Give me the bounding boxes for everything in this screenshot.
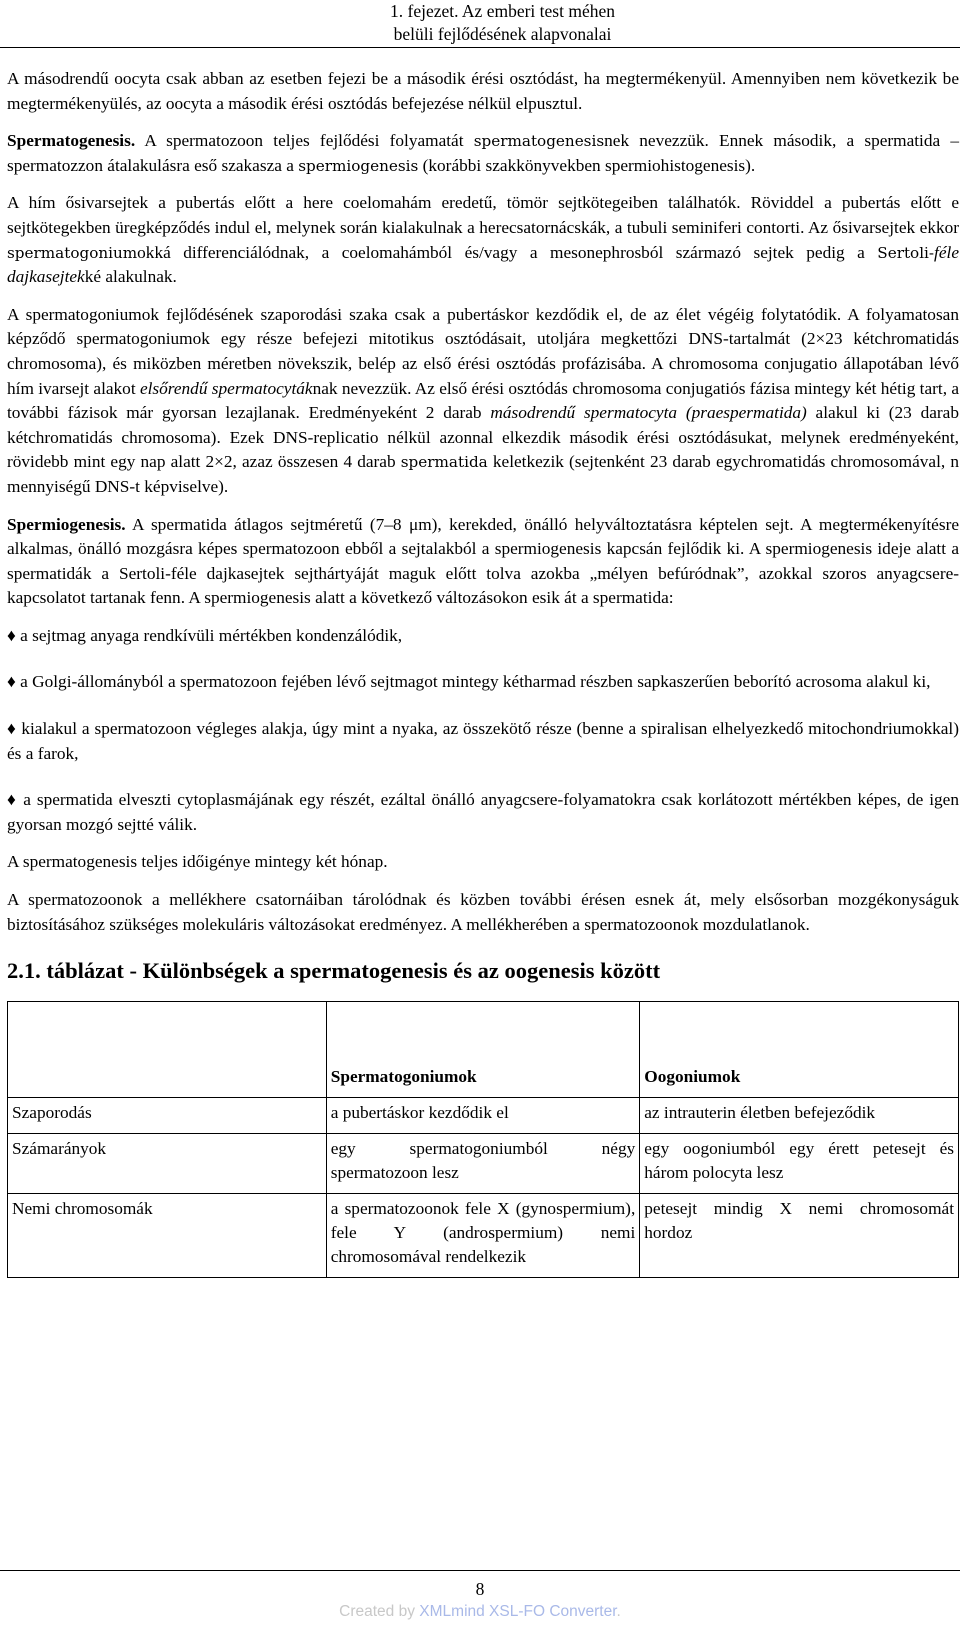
created-by-note: Created by XMLmind XSL-FO Converter. [339,1603,621,1620]
table-cell: egy spermatogoniumból négy spermatozoon lesz [326,1134,640,1194]
header-line-2: belüli fejlődésének alapvonalai [393,24,612,44]
table-cell: Nemi chromosomák [8,1194,327,1278]
page-number: 8 [475,1579,485,1599]
table-cell: egy oogoniumból egy érett petesejt és három polocyta lesz [640,1134,959,1194]
table-cell: a pubertáskor kezdődik el [326,1098,640,1134]
running-header [390,0,615,46]
table-header-row [8,1002,959,1098]
bullet-item: ♦ kialakul a spermatozoon végleges alakja, úgy mint a nyaka, az összekötő része (benne a spiralisan elhelyezkedő mitochondriumokkal) és a farok, [7,719,959,763]
section-title-spermiogenesis: Spermiogenesis. [7,514,126,534]
table-cell: Szaporodás [8,1098,327,1134]
table-cell: a spermatozoonok fele X (gynospermium), fele Y (androspermium) nemi chromosomával rendelkezik [326,1194,640,1278]
paragraph-mellekhere: A spermatozoonok a mellékhere csatornáiban tárolódnak és közben további érésen esnek át, mely elsősorban mozgékonyságuk biztosításához szükséges molekuláris változásokat eredményez. A mellékherében a spermatozoonok mozdulatlanok. [7,890,959,934]
table-row [8,1134,959,1194]
bullet-item: ♦ a sejtmag anyaga rendkívüli mértékben kondenzálódik, [7,625,403,645]
paragraph-spermatogenesis: Spermatogenesis. A spermatozoon teljes fejlődési folyamatát spermatogenesisnek nevezzük. Ennek második, a spermatida – spermatozzon átalakulásra eső szakasza a spermiogenesis (korábbi szakkönyvekben spermiohistogenesis). [7,131,959,175]
paragraph-spermatogoniumok: A spermatogoniumok fejlődésének szaporodási szaka csak a pubertáskor kezdődik el, de az élet végéig folytatódik. A folyamatosan képződő spermatogoniumok egy része befejezi mitotikus osztódásait, utoljára megkettőzi DNS-tartalmát (2×23 kétchromatidás chromosoma), és miközben méretben növekszik, belép az első érési osztódás profázisába. A chromosoma conjugatio állapotában lévő hím ivarsejt alakot elsőrendű spermatocytáknak nevezzük. Az első érési osztódás chromosoma conjugatiós fázisa mintegy két hétig tart, a további fázisok már gyorsan lezajlanak. Eredményeként 2 darab másodrendű spermatocyta (praespermatida) alakul ki (23 darab kétchromatidás chromosoma). Ezek DNS-replicatio nélkül azonnal elkezdik második érési osztódásukat, melynek eredményeként, rövidebb mint egy nap alatt 2×2, azaz összesen 4 darab spermatida keletkezik (sejtenként 23 darab egychromatidás chromosomával, n mennyiségű DNS-t képviselve). [7,304,960,496]
paragraph-spermiogenesis: Spermiogenesis. A spermatida átlagos sejtméretű (7–8 μm), kerekded, önálló helyváltoztatásra képtelen sejt. A megtermékenyítésre alkalmas, önálló mozgásra képes spermatozoon ebből a sejtalakból a spermiogenesis kapcsán fejlődik ki. A spermiogenesis ideje alatt a spermatidák a Sertoli-féle dajkasejtek sejthártyáját maguk előtt tolva azokba „mélyen befúródnak”, azokkal szoros anyagcsere-kapcsolatot tartanak fenn. A spermiogenesis alatt a következő változásokon esik át a spermatida: [7,514,959,608]
table-title: 2.1. táblázat - Különbségek a spermatogenesis és az oogenesis között [7,958,661,984]
header-line-1: 1. fejezet. Az emberi test méhen [390,1,615,21]
table-row [8,1194,959,1278]
header-divider [0,47,960,48]
table-header-cell: Spermatogoniumok [326,1002,640,1098]
table-header-cell [8,1002,327,1098]
footer-divider [0,1570,960,1571]
section-title-spermatogenesis: Spermatogenesis. [7,131,136,151]
table-cell: petesejt mindig X nemi chromosomát hordoz [640,1194,959,1278]
bullet-item: ♦ a spermatida elveszti cytoplasmájának egy részét, ezáltal önálló anyagcsere-folyamatokra csak korlátozott mértékben képes, de igen gyorsan mozgó sejtté válik. [7,790,959,834]
converter-brand: XMLmind XSL-FO Converter [419,1603,617,1620]
table-cell: Számarányok [8,1134,327,1194]
paragraph-osivarsejtek: A hím ősivarsejtek a pubertás előtt a here coelomahám eredetű, tömör sejtkötegeiben találhatók. Röviddel a pubertás előtt e sejtkötegekben üregképződés indul el, melynek során kialakulnak a herecsatornácskák, a tubuli seminiferi contorti. Az ősivarsejtek ekkor spermatogoniumokká differenciálódnak, a coelomahámból és/vagy a mesonephrosból származó sejtek pedig a Sertoli-féle dajkasejtekké alakulnak. [7,193,959,287]
comparison-table [7,1001,959,1278]
table-header-cell: Oogoniumok [640,1002,959,1098]
document-body [7,67,959,1278]
paragraph-idoigeny: A spermatogenesis teljes időigénye mintegy két hónap. [7,852,388,872]
paragraph-oocyta: A másodrendű oocyta csak abban az esetben fejezi be a második érési osztódást, ha megtermékenyül. Amennyiben nem következik be megtermékenyülés, az oocyta a második érési osztódás befejezése nélkül elpusztul. [7,69,959,113]
table-cell: az intrauterin életben befejeződik [640,1098,959,1134]
table-row [8,1098,959,1134]
bullet-item: ♦ a Golgi-állományból a spermatozoon fejében lévő sejtmagot mintegy kétharmad részben sapkaszerűen beborító acrosoma alakul ki, [7,672,931,692]
